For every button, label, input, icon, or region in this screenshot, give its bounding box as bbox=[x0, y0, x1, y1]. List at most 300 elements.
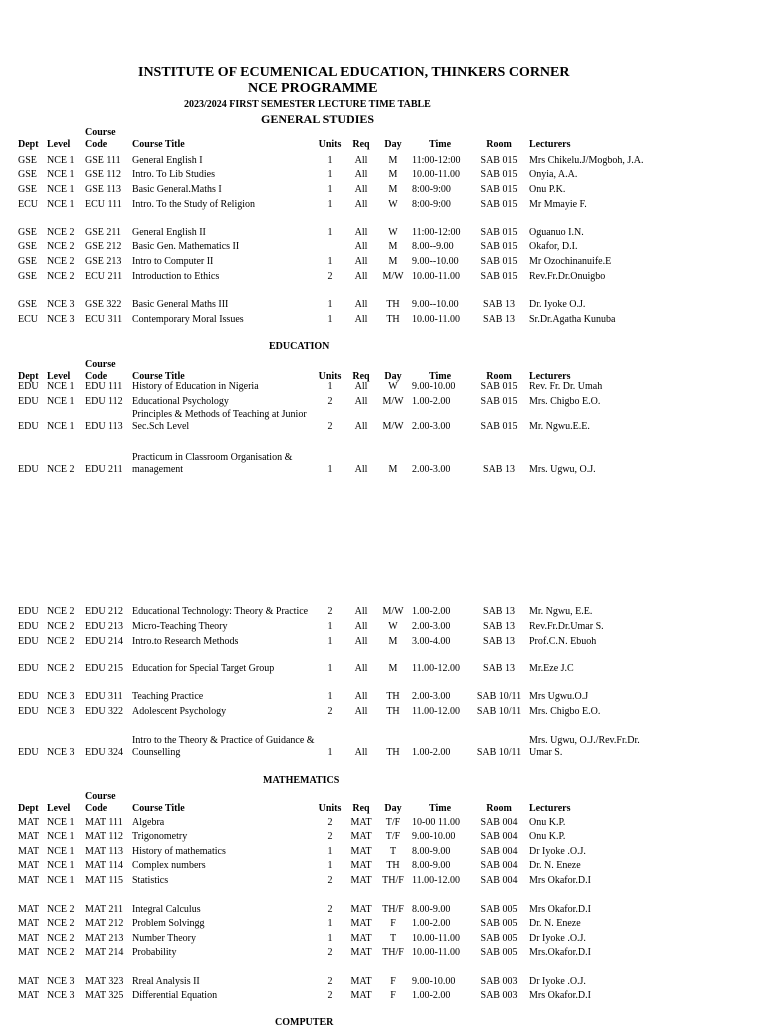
cell-title: General English II bbox=[132, 227, 206, 238]
cell-units: 1 bbox=[327, 256, 333, 267]
cell-req: All bbox=[354, 155, 368, 166]
column-header-room: Room bbox=[486, 371, 512, 382]
cell-units: 2 bbox=[327, 817, 333, 828]
cell-dept: MAT bbox=[18, 817, 40, 828]
cell-level: NCE 2 bbox=[47, 933, 75, 944]
cell-code: GSE 113 bbox=[85, 184, 122, 195]
cell-room: SAB 13 bbox=[483, 606, 515, 617]
cell-day: M/W bbox=[382, 421, 404, 432]
cell-units: 1 bbox=[327, 155, 333, 166]
cell-code: MAT 114 bbox=[85, 860, 124, 871]
cell-time: 2.00-3.00 bbox=[412, 691, 451, 702]
cell-units: 2 bbox=[327, 947, 333, 958]
cell-units: 1 bbox=[327, 747, 333, 758]
cell-level: NCE 3 bbox=[47, 706, 75, 717]
cell-dept: GSE bbox=[18, 227, 37, 238]
cell-lecturers: Dr Iyoke .O.J. bbox=[529, 933, 586, 944]
table-row bbox=[0, 182, 768, 212]
column-header-day: Day bbox=[384, 139, 402, 150]
cell-units: 1 bbox=[327, 381, 333, 392]
column-header-level: Level bbox=[47, 803, 71, 814]
cell-day: F bbox=[390, 990, 396, 1001]
cell-day: TH/F bbox=[382, 875, 404, 886]
column-header-title: Course Title bbox=[132, 803, 185, 814]
cell-req: MAT bbox=[350, 846, 372, 857]
cell-dept: GSE bbox=[18, 241, 37, 252]
cell-req: All bbox=[354, 663, 368, 674]
cell-req: MAT bbox=[350, 904, 372, 915]
cell-room: SAB 10/11 bbox=[476, 691, 522, 702]
table-row bbox=[0, 858, 768, 888]
table-row bbox=[0, 404, 768, 434]
cell-title: Number Theory bbox=[132, 933, 196, 944]
cell-day: M/W bbox=[382, 396, 404, 407]
cell-room: SAB 13 bbox=[483, 663, 515, 674]
cell-req: All bbox=[354, 184, 368, 195]
cell-code: MAT 211 bbox=[85, 904, 124, 915]
cell-code: GSE 211 bbox=[85, 227, 122, 238]
cell-time: 2.00-3.00 bbox=[412, 421, 451, 432]
cell-req: All bbox=[354, 241, 368, 252]
cell-code: MAT 112 bbox=[85, 831, 124, 842]
cell-level: NCE 2 bbox=[47, 904, 75, 915]
cell-code: MAT 111 bbox=[85, 817, 123, 828]
section-title: MATHEMATICS bbox=[263, 775, 340, 786]
cell-title: Differential Equation bbox=[132, 990, 218, 1001]
programme-title: NCE PROGRAMME bbox=[248, 81, 378, 96]
cell-req: All bbox=[354, 421, 368, 432]
cell-title: Intro. To the Study of Religion bbox=[132, 199, 255, 210]
cell-time: 9.00-10.00 bbox=[412, 976, 456, 987]
cell-day: W bbox=[388, 381, 398, 392]
cell-lecturers: Onu P.K. bbox=[529, 184, 566, 195]
table-row bbox=[0, 973, 768, 1003]
cell-dept: MAT bbox=[18, 976, 40, 987]
cell-time: 10.00-11.00 bbox=[412, 314, 460, 325]
column-header-req: Req bbox=[352, 371, 370, 382]
cell-time: 3.00-4.00 bbox=[412, 636, 451, 647]
cell-req: All bbox=[354, 691, 368, 702]
cell-room: SAB 13 bbox=[483, 464, 515, 475]
cell-day: TH bbox=[386, 299, 400, 310]
cell-dept: GSE bbox=[18, 184, 37, 195]
cell-time: 10-00 11.00 bbox=[412, 817, 460, 828]
cell-level: NCE 1 bbox=[47, 817, 75, 828]
cell-level: NCE 2 bbox=[47, 464, 75, 475]
cell-code: EDU 113 bbox=[85, 421, 123, 432]
cell-day: TH bbox=[386, 747, 400, 758]
cell-room: SAB 10/11 bbox=[476, 747, 522, 758]
cell-code: GSE 322 bbox=[85, 299, 122, 310]
cell-lecturers: Mrs Ugwu.O.J bbox=[529, 691, 589, 702]
cell-dept: MAT bbox=[18, 990, 40, 1001]
cell-day: T bbox=[389, 933, 397, 944]
cell-level: NCE 1 bbox=[47, 875, 75, 886]
cell-day: TH bbox=[386, 314, 400, 325]
cell-code: EDU 213 bbox=[85, 621, 124, 632]
cell-lecturers: Mrs. Ugwu, O.J./Rev.Fr.Dr. Umar S. bbox=[529, 735, 640, 758]
cell-req: All bbox=[354, 464, 368, 475]
cell-lecturers: Mrs. Chigbo E.O. bbox=[529, 706, 601, 717]
cell-units: 2 bbox=[327, 831, 333, 842]
cell-title: Probability bbox=[132, 947, 177, 958]
cell-room: SAB 004 bbox=[480, 846, 518, 857]
cell-room: SAB 015 bbox=[480, 227, 518, 238]
cell-lecturers: Mrs. Ugwu, O.J. bbox=[529, 464, 596, 475]
cell-code: MAT 115 bbox=[85, 875, 124, 886]
cell-time: 8.00-9.00 bbox=[412, 846, 451, 857]
cell-units: 1 bbox=[327, 663, 333, 674]
cell-code: EDU 324 bbox=[85, 747, 124, 758]
cell-code: ECU 211 bbox=[85, 271, 123, 282]
cell-lecturers: Rev. Fr. Dr. Umah bbox=[529, 381, 603, 392]
cell-title: Intro. To Lib Studies bbox=[132, 169, 216, 180]
cell-day: TH bbox=[386, 860, 400, 871]
cell-time: 9.00--10.00 bbox=[412, 256, 459, 267]
cell-code: EDU 214 bbox=[85, 636, 124, 647]
table-row bbox=[0, 930, 768, 960]
cell-room: SAB 015 bbox=[480, 381, 518, 392]
cell-level: NCE 1 bbox=[47, 184, 75, 195]
cell-time: 10.00-11.00 bbox=[412, 947, 460, 958]
cell-req: All bbox=[354, 606, 368, 617]
cell-level: NCE 1 bbox=[47, 199, 75, 210]
cell-time: 11.00-12.00 bbox=[412, 875, 460, 886]
cell-room: SAB 015 bbox=[480, 241, 518, 252]
cell-time: 11:00-12:00 bbox=[412, 155, 461, 166]
cell-req: All bbox=[354, 621, 368, 632]
cell-time: 1.00-2.00 bbox=[412, 747, 451, 758]
cell-day: W bbox=[388, 199, 398, 210]
section-title-general-studies: GENERAL STUDIES bbox=[261, 112, 375, 126]
table-row bbox=[0, 730, 768, 760]
cell-level: NCE 3 bbox=[47, 990, 75, 1001]
cell-title: Education for Special Target Group bbox=[132, 663, 275, 674]
cell-title: Complex numbers bbox=[132, 860, 206, 871]
cell-lecturers: Mr. Ngwu, E.E. bbox=[529, 606, 593, 617]
cell-units: 1 bbox=[327, 199, 333, 210]
cell-lecturers: Dr. Iyoke O.J. bbox=[529, 299, 586, 310]
cell-time: 2.00-3.00 bbox=[412, 621, 451, 632]
cell-dept: EDU bbox=[18, 691, 39, 702]
cell-level: NCE 2 bbox=[47, 636, 75, 647]
cell-level: NCE 1 bbox=[47, 381, 75, 392]
cell-time: 8.00--9.00 bbox=[412, 241, 454, 252]
cell-req: All bbox=[354, 381, 368, 392]
cell-title: Educational Technology: Theory & Practice bbox=[132, 606, 309, 617]
cell-level: NCE 3 bbox=[47, 691, 75, 702]
cell-day: T/F bbox=[385, 817, 401, 828]
cell-dept: EDU bbox=[18, 621, 39, 632]
cell-room: SAB 10/11 bbox=[476, 706, 522, 717]
cell-lecturers: Mrs Chikelu.J/Mogboh, J.A. bbox=[529, 155, 644, 166]
cell-title: Practicum in Classroom Organisation & management bbox=[132, 452, 293, 475]
cell-dept: EDU bbox=[18, 606, 39, 617]
cell-code: MAT 323 bbox=[85, 976, 124, 987]
cell-level: NCE 2 bbox=[47, 606, 75, 617]
cell-req: MAT bbox=[350, 860, 372, 871]
cell-level: NCE 1 bbox=[47, 421, 75, 432]
cell-day: TH bbox=[386, 691, 400, 702]
cell-units: 1 bbox=[327, 464, 333, 475]
cell-units: 2 bbox=[327, 976, 333, 987]
cell-room: SAB 015 bbox=[480, 199, 518, 210]
cell-time: 10.00-11.00 bbox=[412, 271, 460, 282]
cell-day: F bbox=[390, 976, 396, 987]
cell-code: GSE 112 bbox=[85, 169, 122, 180]
cell-req: MAT bbox=[350, 990, 372, 1001]
cell-code: MAT 212 bbox=[85, 918, 124, 929]
cell-req: All bbox=[354, 169, 368, 180]
cell-lecturers: Dr Iyoke .O.J. bbox=[529, 976, 586, 987]
cell-code: EDU 311 bbox=[85, 691, 123, 702]
cell-dept: GSE bbox=[18, 169, 37, 180]
cell-time: 8:00-9:00 bbox=[412, 199, 451, 210]
cell-units: 1 bbox=[327, 691, 333, 702]
cell-lecturers: Mr Ozochinanuife.E bbox=[529, 256, 612, 267]
cell-units: 2 bbox=[327, 904, 333, 915]
cell-title: Statistics bbox=[132, 875, 169, 886]
cell-code: EDU 215 bbox=[85, 663, 124, 674]
cell-time: 1.00-2.00 bbox=[412, 990, 451, 1001]
column-header-lecturers: Lecturers bbox=[529, 139, 571, 150]
cell-day: T bbox=[389, 846, 397, 857]
cell-title: Rreal Analysis II bbox=[132, 976, 200, 987]
cell-lecturers: Mr.Eze J.C bbox=[529, 663, 574, 674]
cell-time: 10.00-11.00 bbox=[412, 169, 460, 180]
cell-room: SAB 005 bbox=[480, 918, 518, 929]
column-header-title: Course Title bbox=[132, 371, 185, 382]
cell-req: All bbox=[354, 271, 368, 282]
cell-time: 11.00-12.00 bbox=[412, 663, 460, 674]
cell-lecturers: Mr Mmayie F. bbox=[529, 199, 587, 210]
cell-req: MAT bbox=[350, 976, 372, 987]
cell-level: NCE 1 bbox=[47, 155, 75, 166]
cell-dept: MAT bbox=[18, 846, 40, 857]
column-header-dept: Dept bbox=[18, 803, 39, 814]
cell-req: All bbox=[354, 706, 368, 717]
cell-req: MAT bbox=[350, 831, 372, 842]
cell-day: T/F bbox=[385, 831, 401, 842]
cell-req: All bbox=[354, 396, 368, 407]
cell-lecturers: Rev.Fr.Dr.Umar S. bbox=[529, 621, 604, 632]
column-header-code: Course Code bbox=[85, 791, 116, 814]
cell-title: Principles & Methods of Teaching at Junior Sec.Sch Level bbox=[132, 409, 307, 432]
cell-req: MAT bbox=[350, 947, 372, 958]
cell-level: NCE 1 bbox=[47, 846, 75, 857]
column-header-level: Level bbox=[47, 139, 71, 150]
cell-lecturers: Mr. Ngwu.E.E. bbox=[529, 421, 590, 432]
cell-units: 2 bbox=[327, 271, 333, 282]
cell-room: SAB 015 bbox=[480, 271, 518, 282]
cell-day: M bbox=[388, 663, 398, 674]
cell-room: SAB 13 bbox=[483, 621, 515, 632]
cell-dept: ECU bbox=[18, 199, 38, 210]
cell-day: W bbox=[388, 227, 398, 238]
cell-units: 2 bbox=[327, 421, 333, 432]
column-header-title: Course Title bbox=[132, 139, 185, 150]
cell-title: Basic General Maths III bbox=[132, 299, 229, 310]
cell-units: 2 bbox=[327, 396, 333, 407]
cell-room: SAB 13 bbox=[483, 636, 515, 647]
cell-lecturers: Mrs Okafor.D.I bbox=[529, 990, 591, 1001]
cell-dept: MAT bbox=[18, 875, 40, 886]
column-header-units: Units bbox=[318, 803, 342, 814]
institute-title: INSTITUTE OF ECUMENICAL EDUCATION, THINKERS CORNER bbox=[138, 65, 570, 80]
cell-lecturers: Prof.C.N. Ebuoh bbox=[529, 636, 597, 647]
cell-dept: GSE bbox=[18, 155, 37, 166]
cell-time: 1.00-2.00 bbox=[412, 396, 451, 407]
cell-lecturers: Mrs Okafor.D.I bbox=[529, 904, 591, 915]
cell-title: Basic Gen. Mathematics II bbox=[132, 241, 240, 252]
cell-title: Intro to the Theory & Practice of Guidance & Counselling bbox=[132, 735, 315, 758]
cell-day: TH/F bbox=[382, 947, 404, 958]
cell-room: SAB 004 bbox=[480, 860, 518, 871]
cell-units: 1 bbox=[327, 918, 333, 929]
cell-level: NCE 2 bbox=[47, 663, 75, 674]
cell-level: NCE 3 bbox=[47, 299, 75, 310]
cell-req: MAT bbox=[350, 875, 372, 886]
cell-time: 11.00-12.00 bbox=[412, 706, 460, 717]
cell-units: 1 bbox=[327, 314, 333, 325]
cell-code: ECU 311 bbox=[85, 314, 123, 325]
cell-title: General English I bbox=[132, 155, 203, 166]
cell-room: SAB 005 bbox=[480, 947, 518, 958]
cell-units: 1 bbox=[327, 846, 333, 857]
cell-time: 11:00-12:00 bbox=[412, 227, 461, 238]
cell-level: NCE 2 bbox=[47, 227, 75, 238]
cell-day: W bbox=[388, 621, 398, 632]
cell-req: All bbox=[354, 199, 368, 210]
cell-code: EDU 322 bbox=[85, 706, 124, 717]
column-header-room: Room bbox=[486, 139, 512, 150]
cell-dept: EDU bbox=[18, 421, 39, 432]
cell-time: 1.00-2.00 bbox=[412, 606, 451, 617]
cell-units: 1 bbox=[327, 227, 333, 238]
cell-dept: MAT bbox=[18, 947, 40, 958]
section-title: COMPUTER bbox=[275, 1017, 334, 1028]
column-header-dept: Dept bbox=[18, 139, 39, 150]
cell-time: 9.00-10.00 bbox=[412, 381, 456, 392]
cell-code: MAT 325 bbox=[85, 990, 124, 1001]
cell-units: 1 bbox=[327, 860, 333, 871]
cell-title: Trigonometry bbox=[132, 831, 188, 842]
cell-code: GSE 111 bbox=[85, 155, 121, 166]
cell-level: NCE 1 bbox=[47, 396, 75, 407]
cell-room: SAB 003 bbox=[480, 990, 518, 1001]
timetable-title: 2023/2024 FIRST SEMESTER LECTURE TIME TABLE bbox=[184, 99, 431, 110]
cell-lecturers: Onu K.P. bbox=[529, 831, 566, 842]
cell-room: SAB 13 bbox=[483, 314, 515, 325]
cell-title: Teaching Practice bbox=[132, 691, 204, 702]
column-header-units: Units bbox=[318, 139, 342, 150]
cell-units: 1 bbox=[327, 299, 333, 310]
cell-lecturers: Okafor, D.I. bbox=[529, 241, 578, 252]
cell-dept: MAT bbox=[18, 860, 40, 871]
cell-title: Intro to Computer II bbox=[132, 256, 214, 267]
cell-lecturers: Onyia, A.A. bbox=[529, 169, 578, 180]
cell-room: SAB 015 bbox=[480, 421, 518, 432]
cell-units: 1 bbox=[327, 169, 333, 180]
cell-dept: GSE bbox=[18, 256, 37, 267]
cell-dept: EDU bbox=[18, 396, 39, 407]
cell-title: Algebra bbox=[132, 817, 165, 828]
cell-units: 2 bbox=[327, 606, 333, 617]
cell-req: All bbox=[354, 747, 368, 758]
cell-day: M bbox=[388, 241, 398, 252]
cell-code: MAT 213 bbox=[85, 933, 124, 944]
cell-title: Contemporary Moral Issues bbox=[132, 314, 244, 325]
cell-room: SAB 015 bbox=[480, 155, 518, 166]
cell-lecturers: Rev.Fr.Dr.Onuigbo bbox=[529, 271, 606, 282]
cell-time: 8.00-9.00 bbox=[412, 904, 451, 915]
cell-lecturers: Mrs. Chigbo E.O. bbox=[529, 396, 601, 407]
cell-dept: EDU bbox=[18, 636, 39, 647]
cell-lecturers: Mrs.Okafor.D.I bbox=[529, 947, 591, 958]
cell-time: 1.00-2.00 bbox=[412, 918, 451, 929]
cell-title: Educational Psychology bbox=[132, 396, 229, 407]
cell-units: 2 bbox=[327, 990, 333, 1001]
cell-day: M/W bbox=[382, 271, 404, 282]
section-title: EDUCATION bbox=[269, 341, 330, 352]
cell-lecturers: Onu K.P. bbox=[529, 817, 566, 828]
cell-room: SAB 003 bbox=[480, 976, 518, 987]
column-header-room: Room bbox=[486, 803, 512, 814]
cell-day: TH bbox=[386, 706, 400, 717]
column-header-day: Day bbox=[384, 803, 402, 814]
cell-title: History of mathematics bbox=[132, 846, 226, 857]
cell-level: NCE 1 bbox=[47, 169, 75, 180]
cell-units: 1 bbox=[327, 933, 333, 944]
cell-req: All bbox=[354, 256, 368, 267]
cell-dept: GSE bbox=[18, 299, 37, 310]
cell-level: NCE 2 bbox=[47, 918, 75, 929]
cell-dept: MAT bbox=[18, 933, 40, 944]
cell-time: 8:00-9:00 bbox=[412, 184, 451, 195]
cell-dept: EDU bbox=[18, 706, 39, 717]
cell-code: MAT 113 bbox=[85, 846, 124, 857]
cell-day: TH/F bbox=[382, 904, 404, 915]
cell-level: NCE 1 bbox=[47, 860, 75, 871]
cell-units: 1 bbox=[327, 621, 333, 632]
cell-title: Micro-Teaching Theory bbox=[132, 621, 228, 632]
cell-dept: EDU bbox=[18, 464, 39, 475]
cell-units: 1 bbox=[327, 636, 333, 647]
column-header-req: Req bbox=[352, 803, 370, 814]
cell-day: M/W bbox=[382, 606, 404, 617]
cell-lecturers: Dr Iyoke .O.J. bbox=[529, 846, 586, 857]
column-header-time: Time bbox=[428, 139, 452, 150]
column-header-units: Units bbox=[318, 371, 342, 382]
cell-dept: EDU bbox=[18, 381, 39, 392]
cell-room: SAB 015 bbox=[480, 396, 518, 407]
cell-req: All bbox=[354, 636, 368, 647]
cell-room: SAB 015 bbox=[480, 256, 518, 267]
cell-code: GSE 212 bbox=[85, 241, 122, 252]
cell-lecturers: Sr.Dr.Agatha Kunuba bbox=[529, 314, 616, 325]
cell-dept: MAT bbox=[18, 831, 40, 842]
cell-title: Adolescent Psychology bbox=[132, 706, 227, 717]
cell-lecturers: Oguanuo I.N. bbox=[529, 227, 584, 238]
cell-dept: ECU bbox=[18, 314, 38, 325]
cell-dept: MAT bbox=[18, 904, 40, 915]
cell-time: 9.00-10.00 bbox=[412, 831, 456, 842]
cell-room: SAB 015 bbox=[480, 184, 518, 195]
cell-code: EDU 211 bbox=[85, 464, 123, 475]
cell-level: NCE 2 bbox=[47, 271, 75, 282]
cell-room: SAB 004 bbox=[480, 817, 518, 828]
table-row bbox=[0, 619, 768, 649]
